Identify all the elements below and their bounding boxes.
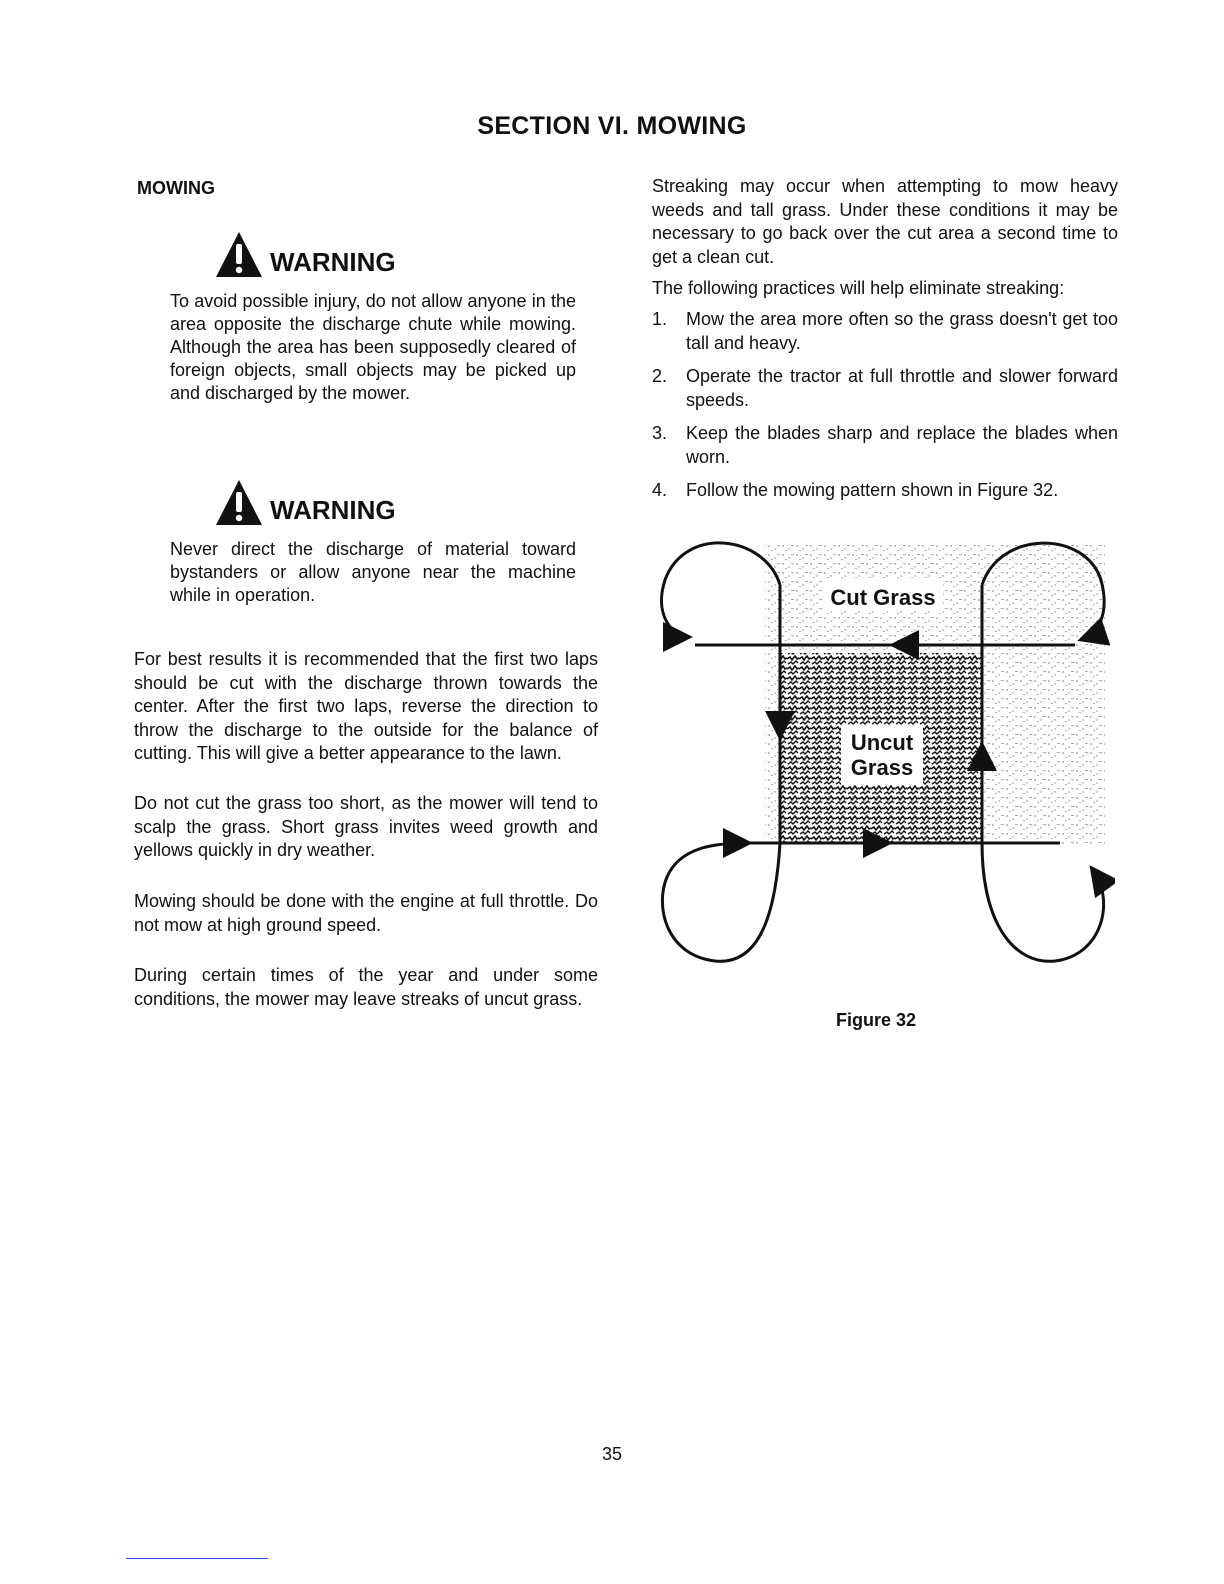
warning-text: Never direct the discharge of material toward bystanders or allow anyone near the machine while in operation. <box>170 539 576 605</box>
warning-triangle-icon <box>214 230 264 280</box>
list-item <box>652 422 1118 469</box>
list-item <box>652 308 1118 355</box>
warning-label: WARNING <box>270 495 396 525</box>
uncut-grass-label-line1: Uncut <box>850 730 914 755</box>
page-number: 35 <box>601 1444 623 1464</box>
warning-header <box>214 222 576 280</box>
warning-header <box>214 470 576 528</box>
list-item-number: 3. <box>652 423 668 443</box>
warning-text: To avoid possible injury, do not allow anyone in the area opposite the discharge chute while mowing. Although the area has been supposedly cleared of foreign objects, small objects may be picked up and discharged by the mower. <box>170 291 576 403</box>
list-item-text: Follow the mowing pattern shown in Figure 32. <box>686 480 1059 500</box>
uncut-grass-label-line2: Grass <box>850 755 914 780</box>
paragraph-grass-height: Do not cut the grass too short, as the mower will tend to scalp the grass. Short grass invites weed growth and yellows quickly in dry weather. <box>134 793 598 860</box>
section-heading-mowing: MOWING <box>137 178 215 198</box>
paragraph-discharge-direction: For best results it is recommended that the first two laps should be cut with the discharge thrown towards the center. After the first two laps, reverse the direction to throw the discharge to the outside for the balance of cutting. This will give a better appearance to the lawn. <box>134 649 598 763</box>
paragraph-throttle: Mowing should be done with the engine at full throttle. Do not mow at high ground speed. <box>134 891 598 935</box>
page-title: SECTION VI. MOWING <box>477 112 747 140</box>
list-item-text: Operate the tractor at full throttle and slower forward speeds. <box>686 366 1118 410</box>
list-item-number: 4. <box>652 480 668 500</box>
footer-rule <box>126 1558 268 1559</box>
list-item-text: Mow the area more often so the grass doesn't get too tall and heavy. <box>686 309 1118 353</box>
list-item-number: 2. <box>652 366 668 386</box>
list-item-number: 1. <box>652 309 668 329</box>
practices-list <box>652 308 1118 513</box>
list-item-text: Keep the blades sharp and replace the blades when worn. <box>686 423 1118 467</box>
paragraph-streaks: During certain times of the year and under some conditions, the mower may leave streaks of uncut grass. <box>134 965 598 1009</box>
warning-block-2 <box>170 470 576 607</box>
paragraph-streaking-intro: Streaking may occur when attempting to mow heavy weeds and tall grass. Under these conditions it may be necessary to go back over the cut area a second time to get a clean cut. <box>652 176 1118 267</box>
warning-label: WARNING <box>270 247 396 277</box>
warning-triangle-icon <box>214 478 264 528</box>
list-item <box>652 479 1118 503</box>
cut-grass-label: Cut Grass <box>830 585 936 610</box>
mowing-pattern-diagram <box>655 525 1115 970</box>
figure-caption: Figure 32 <box>836 1010 917 1030</box>
mowing-pattern-figure <box>655 525 1115 970</box>
list-item <box>652 365 1118 412</box>
warning-block-1 <box>170 222 576 405</box>
paragraph-practices-lead: The following practices will help eliminate streaking: <box>652 278 1065 298</box>
